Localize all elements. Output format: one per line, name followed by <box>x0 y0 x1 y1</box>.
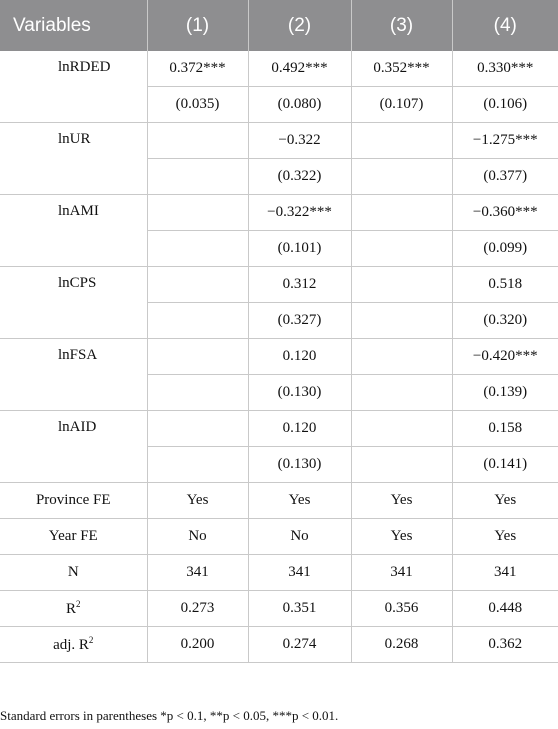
statistic-cell: Yes <box>452 519 558 555</box>
header-col-1: (1) <box>147 0 248 51</box>
statistic-cell: 0.273 <box>147 591 248 627</box>
header-col-4: (4) <box>452 0 558 51</box>
coefficient-cell <box>147 195 248 231</box>
statistic-label <box>0 591 147 627</box>
coefficient-cell <box>147 339 248 375</box>
statistic-label-text: N <box>67 564 79 580</box>
coefficient-cell <box>147 123 248 159</box>
variable-label: lnCPS <box>0 267 147 339</box>
statistic-label <box>0 627 147 663</box>
std-error-cell: (0.101) <box>248 231 351 267</box>
statistic-label-text: adj. R <box>53 637 89 653</box>
statistic-cell: 0.351 <box>248 591 351 627</box>
coefficient-cell: 0.158 <box>452 411 558 447</box>
std-error-cell: (0.106) <box>452 87 558 123</box>
coefficient-cell: 0.372*** <box>147 51 248 87</box>
coefficient-cell <box>351 267 452 303</box>
statistic-cell: No <box>248 519 351 555</box>
std-error-cell: (0.035) <box>147 87 248 123</box>
coefficient-cell: −0.322 <box>248 123 351 159</box>
coefficient-cell: −0.420*** <box>452 339 558 375</box>
statistic-label-text: R <box>65 601 76 617</box>
coefficient-cell: 0.330*** <box>452 51 558 87</box>
statistic-cell: 0.274 <box>248 627 351 663</box>
std-error-cell <box>147 375 248 411</box>
statistic-cell: Yes <box>248 483 351 519</box>
footnote: Standard errors in parentheses *p < 0.1, **p < 0.05, ***p < 0.01. <box>0 708 339 723</box>
std-error-cell: (0.130) <box>248 447 351 483</box>
statistic-cell: Yes <box>351 483 452 519</box>
table-row <box>0 339 558 375</box>
header-row <box>0 0 558 51</box>
statistic-cell: 0.200 <box>147 627 248 663</box>
statistic-label <box>0 519 147 555</box>
variable-label: lnUR <box>0 123 147 195</box>
superscript: 2 <box>76 599 81 609</box>
statistic-cell: 0.268 <box>351 627 452 663</box>
table-row <box>0 123 558 159</box>
coefficient-cell <box>351 411 452 447</box>
std-error-cell: (0.107) <box>351 87 452 123</box>
std-error-cell <box>147 303 248 339</box>
table-row <box>0 267 558 303</box>
std-error-cell: (0.130) <box>248 375 351 411</box>
std-error-cell <box>147 159 248 195</box>
coefficient-cell: 0.312 <box>248 267 351 303</box>
coefficient-cell <box>351 339 452 375</box>
table-row <box>0 411 558 447</box>
statistic-cell: No <box>147 519 248 555</box>
table-row <box>0 555 558 591</box>
header-col-2: (2) <box>248 0 351 51</box>
std-error-cell: (0.377) <box>452 159 558 195</box>
table-row <box>0 483 558 519</box>
coefficient-cell: −1.275*** <box>452 123 558 159</box>
std-error-cell: (0.141) <box>452 447 558 483</box>
coefficient-cell <box>147 411 248 447</box>
variable-label: lnAMI <box>0 195 147 267</box>
statistic-cell: 341 <box>351 555 452 591</box>
coefficient-cell: −0.360*** <box>452 195 558 231</box>
table-row <box>0 519 558 555</box>
coefficient-cell: 0.492*** <box>248 51 351 87</box>
std-error-cell: (0.320) <box>452 303 558 339</box>
coefficient-cell: 0.120 <box>248 411 351 447</box>
statistic-label-text: Province FE <box>35 492 111 508</box>
statistic-cell: 0.362 <box>452 627 558 663</box>
coefficient-cell <box>351 195 452 231</box>
statistic-label <box>0 555 147 591</box>
std-error-cell: (0.099) <box>452 231 558 267</box>
statistic-label <box>0 483 147 519</box>
table-body <box>0 51 558 663</box>
table-row <box>0 591 558 627</box>
statistic-cell: Yes <box>147 483 248 519</box>
std-error-cell <box>351 447 452 483</box>
std-error-cell <box>351 375 452 411</box>
std-error-cell: (0.322) <box>248 159 351 195</box>
statistic-cell: 0.448 <box>452 591 558 627</box>
variable-label: lnFSA <box>0 339 147 411</box>
std-error-cell <box>147 231 248 267</box>
coefficient-cell <box>147 267 248 303</box>
statistic-cell: Yes <box>452 483 558 519</box>
statistic-label-text: Year FE <box>48 528 98 544</box>
statistic-cell: 341 <box>147 555 248 591</box>
coefficient-cell: 0.518 <box>452 267 558 303</box>
coefficient-cell <box>351 123 452 159</box>
header-variables: Variables <box>0 0 147 51</box>
std-error-cell: (0.139) <box>452 375 558 411</box>
statistic-cell: 341 <box>452 555 558 591</box>
coefficient-cell: 0.120 <box>248 339 351 375</box>
variable-label: lnRDED <box>0 51 147 123</box>
std-error-cell <box>351 231 452 267</box>
std-error-cell <box>351 303 452 339</box>
coefficient-cell: 0.352*** <box>351 51 452 87</box>
table-row <box>0 627 558 663</box>
std-error-cell: (0.327) <box>248 303 351 339</box>
header-col-3: (3) <box>351 0 452 51</box>
std-error-cell <box>147 447 248 483</box>
superscript: 2 <box>88 635 94 645</box>
statistic-cell: 0.356 <box>351 591 452 627</box>
table-row <box>0 195 558 231</box>
variable-label: lnAID <box>0 411 147 483</box>
table-row <box>0 51 558 87</box>
std-error-cell: (0.080) <box>248 87 351 123</box>
std-error-cell <box>351 159 452 195</box>
coefficient-cell: −0.322*** <box>248 195 351 231</box>
statistic-cell: 341 <box>248 555 351 591</box>
statistic-cell: Yes <box>351 519 452 555</box>
